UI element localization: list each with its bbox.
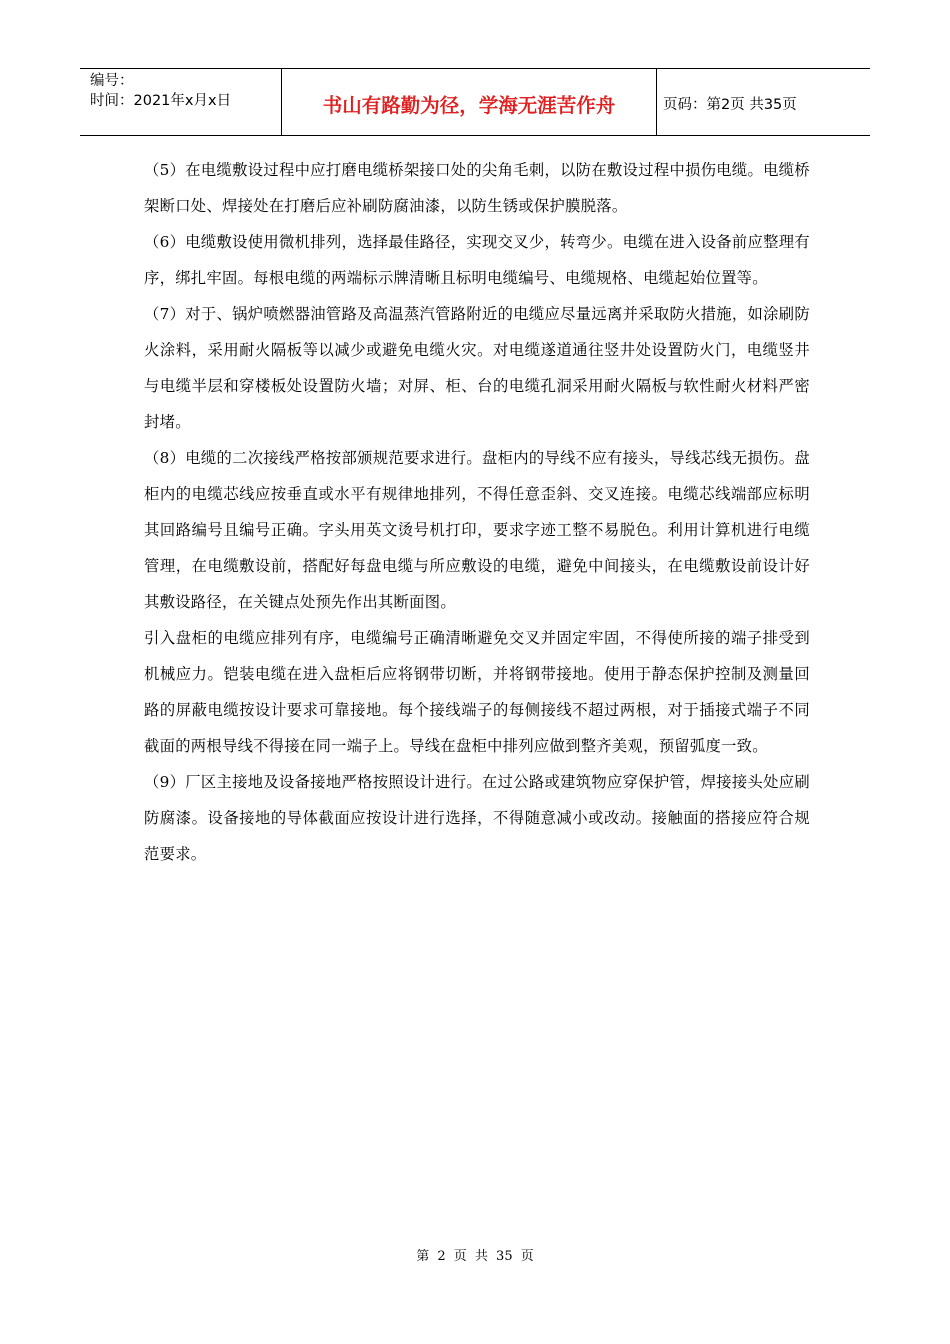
paragraph-8: （8）电缆的二次接线严格按部颁规范要求进行。盘柜内的导线不应有接头，导线芯线无损伤。盘柜内的电缆芯线应按垂直或水平有规律地排列，不得任意歪斜、交叉连接。电缆芯线端部应标明其回路编号且编号正确。字头用英文烫号机打印，要求字迹工整不易脱色。利用计算机进行电缆管理，在电缆敷设前，搭配好每盘电缆与所应敷设的电缆，避免中间接头，在电缆敷设前设计好其敷设路径，在关键点处预先作出其断面图。 (144, 449, 810, 611)
document-body (144, 152, 810, 872)
header-meta (80, 69, 282, 135)
document-number-label: 编号： (90, 73, 134, 89)
paragraph-8-continued: 引入盘柜的电缆应排列有序，电缆编号正确清晰避免交叉并固定牢固，不得使所接的端子排受到机械应力。铠装电缆在进入盘柜后应将钢带切断，并将钢带接地。使用于静态保护控制及测量回路的屏蔽电缆按设计要求可靠接地。每个接线端子的每侧接线不超过两根，对于插接式端子不同截面的两根导线不得接在同一端子上。导线在盘柜中排列应做到整齐美观，预留弧度一致。 (144, 629, 810, 755)
paragraph-7: （7）对于、锅炉喷燃器油管路及高温蒸汽管路附近的电缆应尽量远离并采取防火措施，如涂刷防火涂料，采用耐火隔板等以减少或避免电缆火灾。对电缆遂道通往竖井处设置防火门，电缆竖井与电缆半层和穿楼板处设置防火墙；对屏、柜、台的电缆孔洞采用耐火隔板与软性耐火材料严密封堵。 (144, 305, 810, 431)
paragraph-9: （9）厂区主接地及设备接地严格按照设计进行。在过公路或建筑物应穿保护管，焊接接头处应刷防腐漆。设备接地的导体截面应按设计进行选择，不得随意减小或改动。接触面的搭接应符合规范要求。 (144, 773, 810, 863)
page-footer: 第 2 页 共 35 页 (416, 1249, 534, 1264)
page-header (80, 68, 870, 136)
header-motto: 书山有路勤为径，学海无涯苦作舟 (282, 69, 657, 135)
paragraph-6: （6）电缆敷设使用微机排列，选择最佳路径，实现交叉少，转弯少。电缆在进入设备前应整理有序，绑扎牢固。每根电缆的两端标示牌清晰且标明电缆编号、电缆规格、电缆起始位置等。 (144, 233, 810, 287)
paragraph-5: （5）在电缆敷设过程中应打磨电缆桥架接口处的尖角毛刺，以防在敷设过程中损伤电缆。电缆桥架断口处、焊接处在打磨后应补刷防腐油漆，以防生锈或保护膜脱落。 (144, 161, 810, 215)
document-date-label: 时间：2021年x月x日 (90, 93, 232, 109)
header-page-label: 页码：第2页 共35页 (663, 96, 797, 113)
